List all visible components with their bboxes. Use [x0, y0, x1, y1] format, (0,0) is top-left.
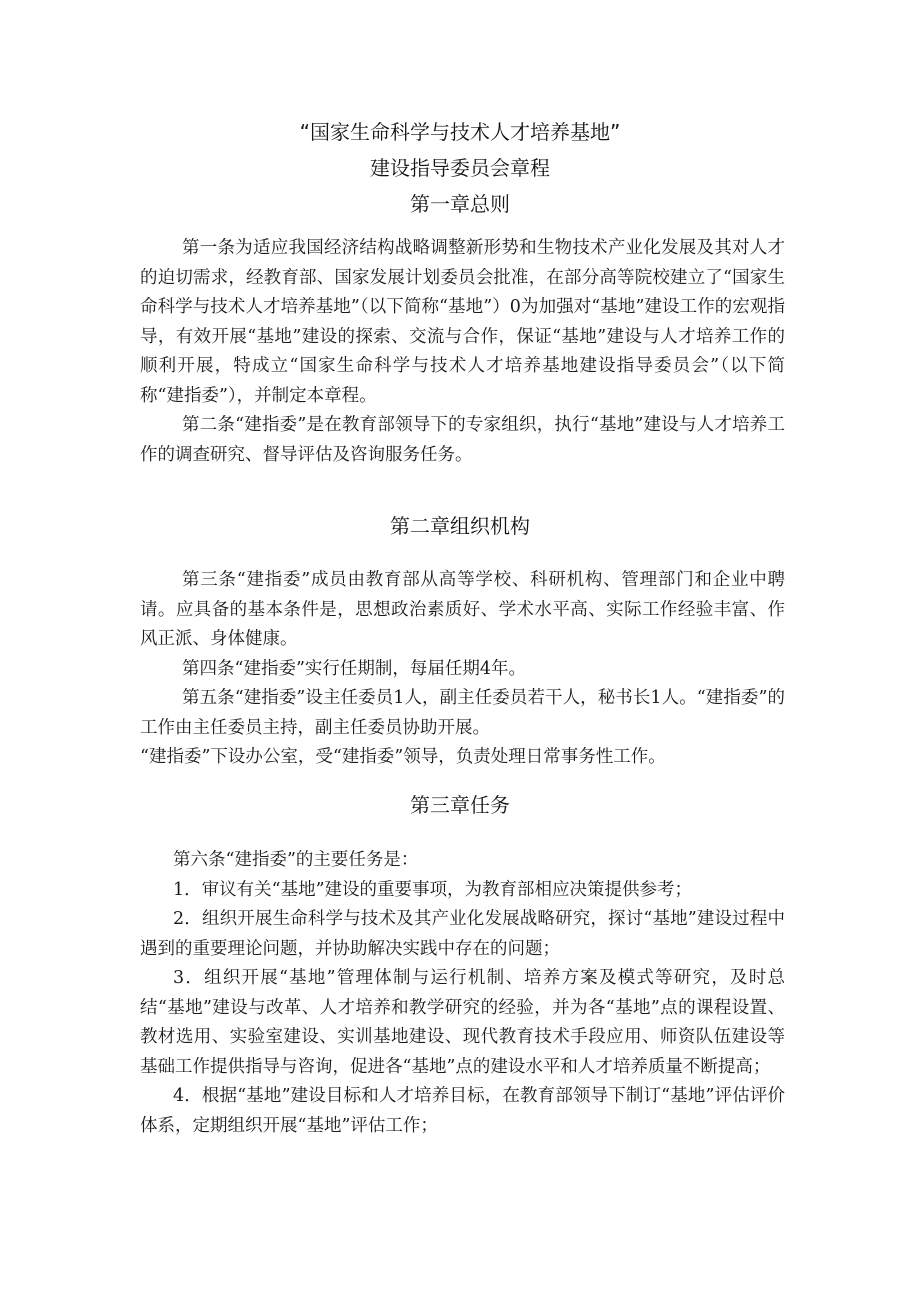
- chapter1-heading: 第一章总则: [410, 192, 510, 216]
- article1-paragraph: 第一条为适应我国经济结构战略调整新形势和生物技术产业化发展及其对人才的迫切需求，经教育部、国家发展计划委员会批准，在部分高等院校建立了“国家生命科学与技术人才培养基地”（以下简称“基地”）0为加强对“基地”建设工作的宏观指导，有效开展“基地”建设的探索、交流与合作，保证“基地”建设与人才培养工作的顺利开展，特成立“国家生命科学与技术人才培养基地建设指导委员会”（以下简称“建指委”），并制定本章程。: [140, 238, 785, 406]
- article3-paragraph: 第三条“建指委”成员由教育部从高等学校、科研机构、管理部门和企业中聘请。应具备的基本条件是，思想政治素质好、学术水平高、实际工作经验丰富、作风正派、身体健康。: [140, 570, 785, 649]
- document-title-line2: 建设指导委员会章程: [370, 156, 550, 180]
- chapter1-body: [140, 234, 785, 470]
- chapter3-body: [140, 846, 785, 1141]
- chapter2-body: [140, 566, 785, 773]
- chapter2-heading: 第二章组织机构: [390, 514, 530, 538]
- document-title-line1: “国家生命科学与技术人才培养基地”: [299, 120, 621, 144]
- article4-paragraph: 第四条“建指委”实行任期制，每届任期4年。: [182, 658, 527, 679]
- chapter3-heading: 第三章任务: [410, 793, 510, 817]
- task-item-3: 3．组织开展“基地”管理体制与运行机制、培养方案及模式等研究，及时总结“基地”建设与改革、人才培养和教学研究的经验，并为各“基地”点的课程设置、教材选用、实验室建设、实训基地建设、现代教育技术手段应用、师资队伍建设等基础工作提供指导与咨询，促进各“基地”点的建设水平和人才培养质量不断提高；: [140, 968, 785, 1077]
- office-paragraph: “建指委”下设办公室，受“建指委”领导，负责处理日常事务性工作。: [140, 747, 666, 767]
- task-item-2: 2．组织开展生命科学与技术及其产业化发展战略研究，探讨“基地”建设过程中遇到的重要理论问题，并协助解决实践中存在的问题；: [140, 909, 785, 959]
- article6-paragraph: 第六条“建指委”的主要任务是：: [173, 850, 419, 870]
- task-item-4: 4．根据“基地”建设目标和人才培养目标，在教育部领导下制订“基地”评估评价体系，定期组织开展“基地”评估工作；: [140, 1086, 785, 1136]
- article5-paragraph: 第五条“建指委”设主任委员1人，副主任委员若干人，秘书长1人。“建指委”的工作由主任委员主持，副主任委员协助开展。: [140, 688, 785, 738]
- article2-paragraph: 第二条“建指委”是在教育部领导下的专家组织，执行“基地”建设与人才培养工作的调查研究、督导评估及咨询服务任务。: [140, 415, 785, 465]
- task-item-1: 1．审议有关“基地”建设的重要事项，为教育部相应决策提供参考；: [173, 879, 693, 900]
